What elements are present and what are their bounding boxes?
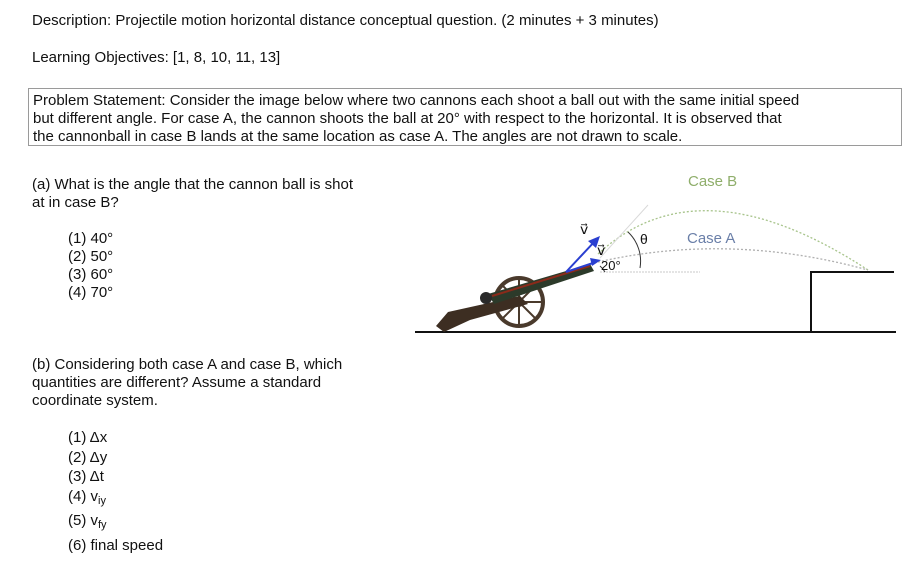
part-b-option-6: (6) final speed [68,536,164,554]
problem-line-2: but different angle. For case A, the cannon shoots the ball at 20° with respect to the horizontal. It is observed that [33,110,782,127]
part-b-option-5-text: (5) v [68,512,98,529]
part-b-option-4-text: (4) v [68,487,98,505]
objectives-text: [1, 8, 10, 11, 13] [172,49,281,66]
part-b-option-1: (1) Δx [68,429,108,446]
part-a-option-2: (2) 50° [68,248,114,265]
case-a-trajectory [598,249,868,270]
part-a-option-1: (1) 40° [68,230,114,247]
description-text: Projectile motion horizontal distance conceptual question. (2 minutes + 3 minutes) [115,12,659,29]
part-b-option-2: (2) Δy [68,448,108,466]
vector-label-a: v⃗ [597,242,606,258]
part-b-line-1: (b) Considering both case A and case B, which [32,356,343,373]
part-a-line-2: at in case B? [32,194,119,211]
part-b-option-5-sub: fy [98,519,107,531]
theta-arc [628,232,641,268]
part-a-option-3: (3) 60° [68,266,114,283]
part-a-line-1: (a) What is the angle that the cannon ball is shot [32,176,354,193]
part-b-option-3: (3) Δt [68,468,104,485]
part-b-line-3: coordinate system. [32,392,158,409]
part-b-option-4-sub: iy [98,494,106,507]
case-a-label: Case A [687,230,736,247]
angle-a-label: 20° [601,258,621,273]
cannon [436,264,594,332]
landing-ledge [811,272,894,332]
problem-line-3: the cannonball in case B lands at the same location as case A. The angles are not drawn to scale. [33,128,683,145]
theta-label: θ [640,231,648,247]
part-b-line-2: quantities are different? Assume a standard [32,374,322,391]
vector-label-b: v⃗ [580,221,589,237]
description-label: Description: [32,12,112,29]
problem-line-1: Problem Statement: Consider the image below where two cannons each shoot a ball out with the same initial speed [33,92,800,109]
objectives-label: Learning Objectives: [32,49,169,66]
part-a-option-4: (4) 70° [68,284,114,301]
case-b-label: Case B [688,173,738,190]
